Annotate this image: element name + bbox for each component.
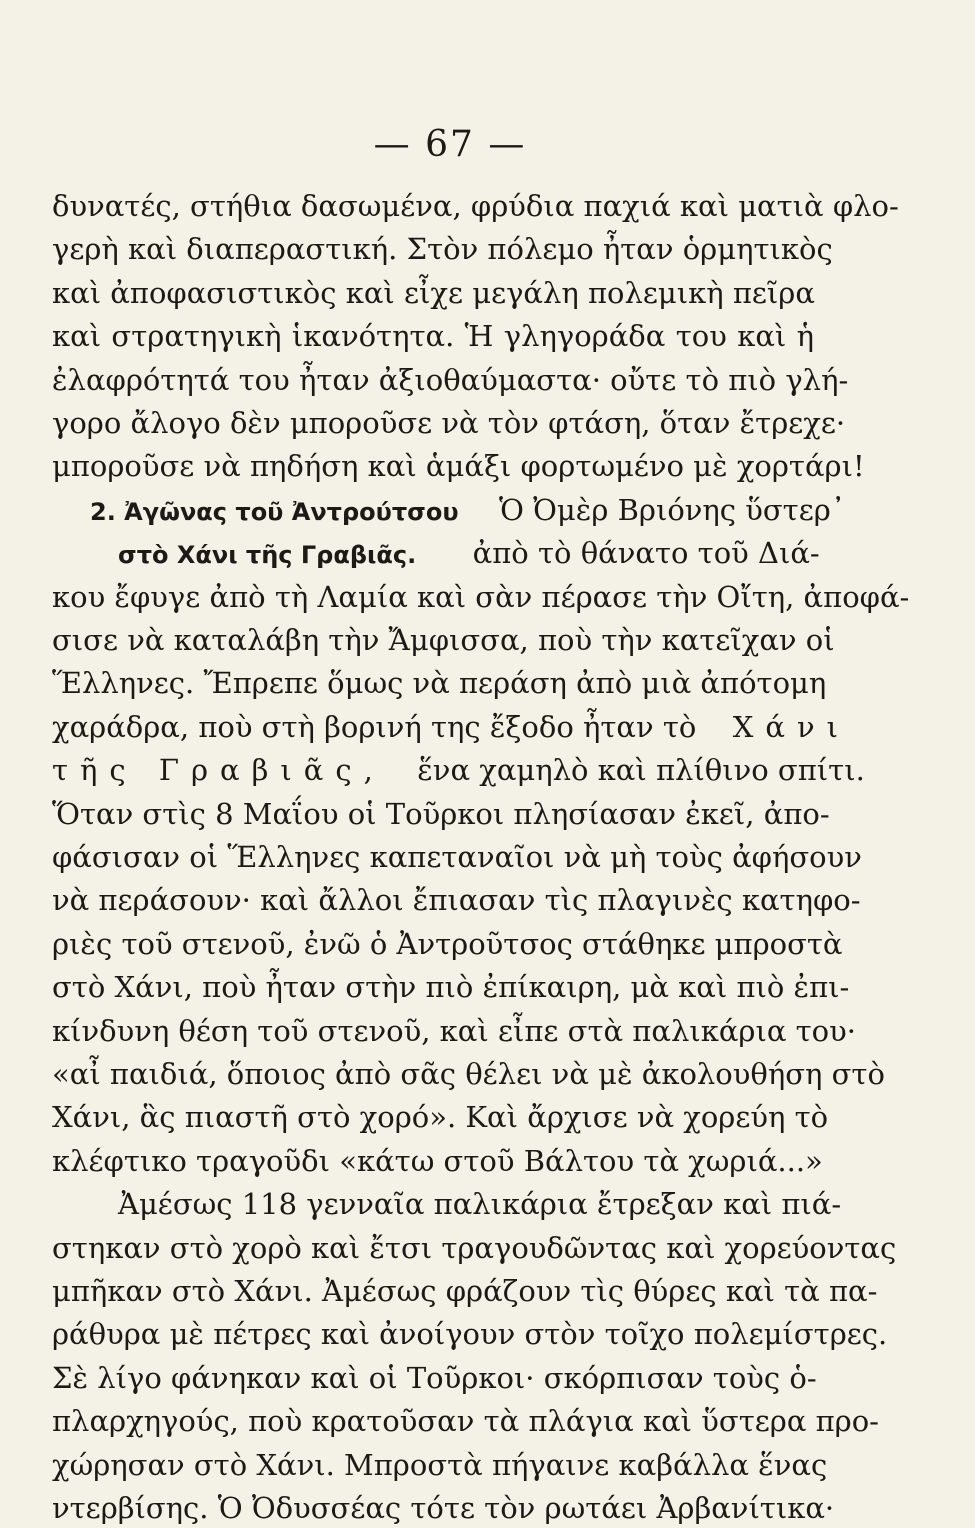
text-line: γορο ἄλογο δὲν μποροῦσε νὰ τὸν φτάση, ὅταν ἔτρεχε· bbox=[52, 406, 846, 440]
text-line: κου ἔφυγε ἀπὸ τὴ Λαμία καὶ σὰν πέρασε τὴν Οἴτη, ἀποφά- bbox=[52, 580, 910, 614]
text-line: χώρησαν στὸ Χάνι. Μπροστὰ πήγαινε καβάλλα ἕνας bbox=[52, 1448, 828, 1482]
text-line: στηκαν στὸ χορὸ καὶ ἔτσι τραγουδῶντας καὶ χορεύοντας bbox=[52, 1231, 897, 1265]
text-line: ράθυρα μὲ πέτρες καὶ ἀνοίγουν στὸν τοῖχο πολεμίστρες. bbox=[52, 1317, 888, 1351]
text-line: σισε νὰ καταλάβη τὴν Ἄμφισσα, ποὺ τὴν κατεῖχαν οἱ bbox=[52, 623, 835, 657]
text-line: Ἕλληνες. Ἔπρεπε ὅμως νὰ περάση ἀπὸ μιὰ ἀπότομη bbox=[52, 666, 827, 700]
spaced-place-name: τῆς Γραβιᾶς, bbox=[52, 753, 385, 787]
text-line: ντερβίσης. Ὁ Ὀδυσσέας τότε τὸν ρωτάει Ἀρβανίτικα· bbox=[52, 1491, 835, 1525]
section-first-text-cont: ἀπὸ τὸ θάνατο τοῦ Διά- bbox=[472, 536, 820, 570]
text-line: Ὅταν στὶς 8 Μαΐου οἱ Τοῦρκοι πλησίασαν ἐκεῖ, ἀπο- bbox=[52, 797, 830, 831]
text-line: Χάνι, ἃς πιαστῆ στὸ χορό». Καὶ ἄρχισε νὰ χορεύη τὸ bbox=[52, 1100, 829, 1134]
text-line bbox=[52, 707, 851, 747]
text-line: κλέφτικο τραγοῦδι «κάτω στοῦ Βάλτου τὰ χωριά...» bbox=[52, 1144, 823, 1178]
text-line: καὶ ἀποφασιστικὸς καὶ εἶχε μεγάλη πολεμικὴ πεῖρα bbox=[52, 276, 815, 310]
text-line: «αἶ παιδιά, ὅποιος ἀπὸ σᾶς θέλει νὰ μὲ ἀκολουθήση στὸ bbox=[52, 1057, 885, 1091]
text-line: πλαρχηγούς, ποὺ κρατοῦσαν τὰ πλάγια καὶ ὕστερα προ- bbox=[52, 1404, 879, 1438]
page-number: — 67 — bbox=[373, 124, 527, 165]
text-line: καὶ στρατηγικὴ ἱκανότητα. Ἡ γληγοράδα του καὶ ἡ bbox=[52, 319, 814, 353]
section-heading-line bbox=[90, 490, 846, 530]
text-line bbox=[52, 750, 865, 790]
text-line: ριὲς τοῦ στενοῦ, ἐνῶ ὁ Ἀντροῦτσος στάθηκε μπροστὰ bbox=[52, 927, 843, 961]
text-line: μποροῦσε νὰ πηδήση καὶ ἁμάξι φορτωμένο μὲ χορτάρι! bbox=[52, 449, 865, 483]
text-line: φάσισαν οἱ Ἕλληνες καπεταναῖοι νὰ μὴ τοὺς ἀφήσουν bbox=[52, 840, 862, 874]
text-segment: ἕνα χαμηλὸ καὶ πλίθινο σπίτι. bbox=[417, 753, 865, 787]
text-line: Σὲ λίγο φάνηκαν καὶ οἱ Τοῦρκοι· σκόρπισαν τοὺς ὁ- bbox=[52, 1361, 817, 1395]
text-line: δυνατές, στήθια δασωμένα, φρύδια παχιά καὶ ματιὰ φλο- bbox=[52, 189, 899, 223]
section-heading-line bbox=[118, 533, 820, 573]
text-segment: χαράδρα, ποὺ στὴ βορινή της ἔξοδο ἦταν τὸ bbox=[52, 710, 697, 744]
section-heading-title: 2. Ἀγῶνας τοῦ Ἀντρούτσου bbox=[90, 498, 459, 526]
spaced-place-name: Χάνι bbox=[732, 710, 851, 744]
text-line: κίνδυνη θέση τοῦ στενοῦ, καὶ εἶπε στὰ παλικάρια του· bbox=[52, 1014, 856, 1048]
text-line: Ἀμέσως 118 γενναῖα παλικάρια ἔτρεξαν καὶ πιά- bbox=[118, 1187, 842, 1221]
section-first-text: Ὁ Ὀμὲρ Βριόνης ὕστερ᾽ bbox=[499, 493, 846, 527]
text-line: στὸ Χάνι, ποὺ ἦταν στὴν πιὸ ἐπίκαιρη, μὰ καὶ πιὸ ἐπι- bbox=[52, 970, 850, 1004]
text-line: γερὴ καὶ διαπεραστική. Στὸν πόλεμο ἦταν ὁρμητικὸς bbox=[52, 232, 833, 266]
section-heading-place: στὸ Χάνι τῆς Γραβιᾶς. bbox=[118, 541, 417, 569]
text-line: ἐλαφρότητά του ἦταν ἀξιοθαύμαστα· οὔτε τὸ πιὸ γλή- bbox=[52, 363, 849, 397]
text-line: νὰ περάσουν· καὶ ἄλλοι ἔπιασαν τὶς πλαγινὲς κατηφο- bbox=[52, 883, 861, 917]
text-line: μπῆκαν στὸ Χάνι. Ἀμέσως φράζουν τὶς θύρες καὶ τὰ πα- bbox=[52, 1274, 878, 1308]
